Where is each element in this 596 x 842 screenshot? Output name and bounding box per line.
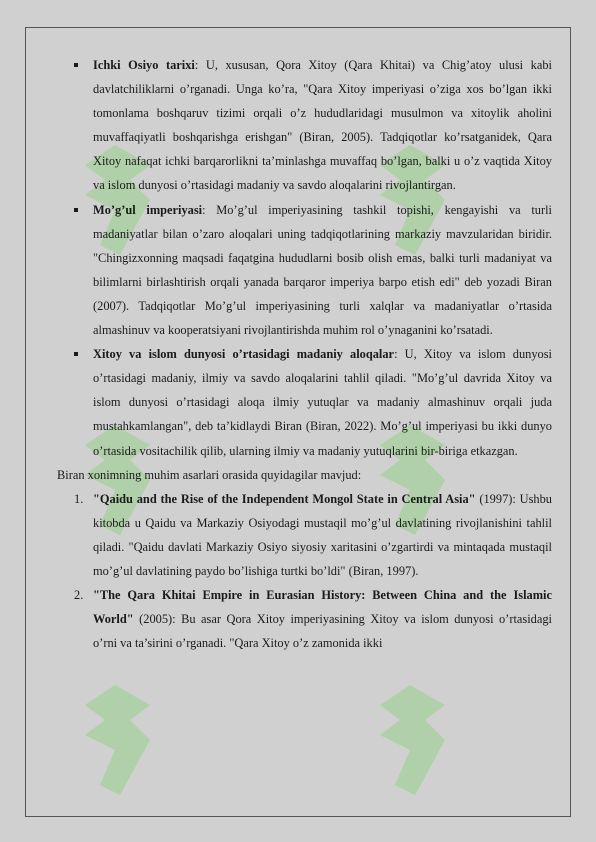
list-item bbox=[57, 583, 552, 655]
intro-paragraph: Biran xonimning muhim asarlari orasida quyidagilar mavjud: bbox=[57, 467, 362, 482]
logo-watermark-icon bbox=[70, 680, 160, 800]
list-item-term: Xitoy va islom dunyosi o’rtasidagi madaniy aloqalar bbox=[93, 347, 395, 362]
work-title: "The Qara Khitai Empire in Eurasian History: Between China and the Islamic World" bbox=[93, 588, 552, 627]
logo-watermark-icon bbox=[365, 680, 455, 800]
list-item-text: : U, Xitoy va islom dunyosi o’rtasidagi madaniy, ilmiy va savdo aloqalarini tahlil qiladi. "Mo’g’ul davrida Xitoy va islom dunyosi o’rtasidagi aloqa ilmiy yutuqlar va madaniy almashinuv orqali juda mustahkamlangan", deb ta’kidlaydi Biran (Biran, 2022). Mo’g’ul imperiyasi bu ikki dunyo o’rtasida vositachilik qilib, ularning ilmiy va madaniy yutuqlarini bir-biriga etkazgan. bbox=[93, 347, 552, 458]
list-item-number: 2. bbox=[74, 588, 84, 603]
document-body bbox=[57, 53, 552, 655]
list-item-text: (1997): Ushbu kitobda u Qaidu va Markaziy Osiyodagi mustaqil mo’g’ul davlatining rivojlanishini tahlil qiladi. "Qaidu davlati Markaziy Osiyo siyosiy xaritasini o’zgartirdi va mintaqada mustaqil mo’g’ul davlatining paydo bo’lishiga turtki bo’ldi" (Biran, 1997). bbox=[93, 491, 552, 578]
works-list bbox=[57, 487, 552, 656]
list-item-term: Mo’g’ul imperiyasi bbox=[93, 202, 203, 217]
list-item bbox=[57, 342, 552, 462]
list-item-number: 1. bbox=[74, 491, 84, 506]
list-item bbox=[57, 53, 552, 198]
list-item-text: (2005): Bu asar Qora Xitoy imperiyasining Xitoy va islom dunyosi o’rtasidagi o’rni va ta’sirini o’rganadi. "Qara Xitoy o’z zamonida ikki bbox=[93, 612, 552, 651]
list-item bbox=[57, 487, 552, 583]
work-title: "Qaidu and the Rise of the Independent Mongol State in Central Asia" bbox=[93, 491, 476, 506]
list-item-term: Ichki Osiyo tarixi bbox=[93, 58, 195, 72]
topic-list bbox=[57, 53, 552, 463]
list-item-text: : Mo’g’ul imperiyasining tashkil topishi, kengayishi va turli madaniyatlar bilan o’zaro aloqalari uning tadqiqotlarining markaziy mavzularidan biridir. "Chingizxonning maqsadi faqatgina hududlarni bosib olish emas, balki turli madaniyat va bilimlarni birlashtirish orqali yanada barqaror imperiya barpo etish edi" deb yozadi Biran (2007). Tadqiqotlar Mo’g’ul imperiyasining turli xalqlar va madaniyatlar o’rtasida almashinuv va kooperatsiyani rivojlantirishda muhim rol o’ynaganini ko’rsatadi. bbox=[93, 202, 552, 338]
list-item-text: : U, xususan, Qora Xitoy (Qara Khitai) va Chig’atoy ulusi kabi davlatchiliklarni o’rganadi. Unga ko’ra, "Qara Xitoy imperiyasi o’ziga xos bo’lgan ikki tomonlama boshqaruv tizimi orqali o’z hududlaridagi musulmon va xitoylik aholini muvaffaqiyatli boshqarishga erishgan" (Biran, 2005). Tadqiqotlar ko’rsatganidek, Qara Xitoy nafaqat ichki barqarorlikni ta’minlashga muvaffaq bo’lgan, balki u o’z vaqtida Xitoy va islom dunyosi o’rtasidagi madaniy va savdo aloqalarini rivojlantirgan. bbox=[93, 58, 552, 193]
list-item bbox=[57, 198, 552, 343]
